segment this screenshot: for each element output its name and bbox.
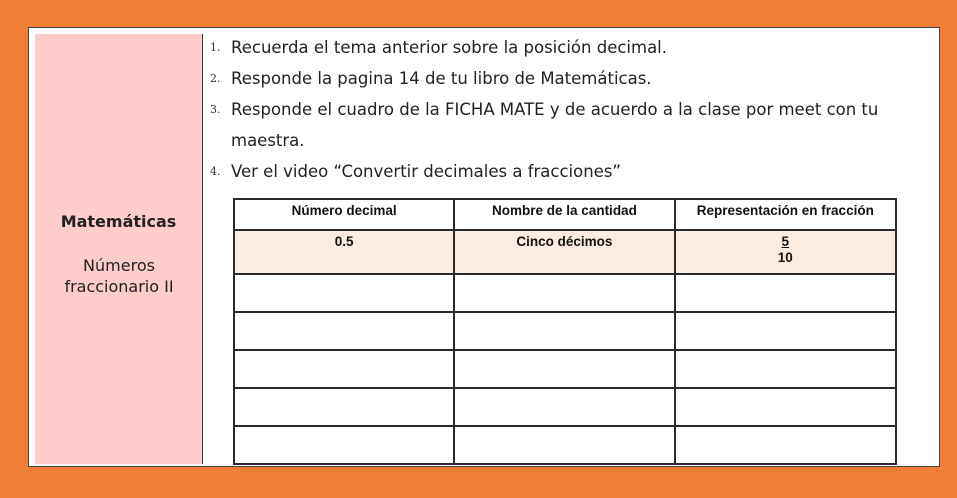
instruction-list (203, 32, 923, 187)
example-fraction (675, 230, 896, 274)
instruction-number: 4. (210, 165, 221, 178)
blank-cell[interactable] (234, 274, 454, 312)
table-row (234, 312, 896, 350)
instruction-text: Ver el video “Convertir decimales a fracciones” (231, 162, 621, 181)
blank-cell[interactable] (234, 388, 454, 426)
instruction-item (203, 63, 923, 94)
table-row (234, 388, 896, 426)
blank-cell[interactable] (454, 426, 674, 464)
activity-sheet (28, 27, 940, 467)
table-row (234, 350, 896, 388)
blank-cell[interactable] (234, 350, 454, 388)
instruction-text: Responde el cuadro de la FICHA MATE y de acuerdo a la clase por meet con tu maestra. (231, 100, 879, 150)
subject-topic: Números fraccionario II (64, 256, 174, 296)
instruction-number: 2. (210, 72, 221, 85)
header-fraction: Representación en fracción (675, 199, 896, 230)
blank-cell[interactable] (675, 312, 896, 350)
subject-title: Matemáticas (60, 212, 177, 231)
header-name: Nombre de la cantidad (454, 199, 674, 230)
instruction-item (203, 32, 923, 63)
instruction-item (203, 156, 923, 187)
blank-cell[interactable] (675, 426, 896, 464)
instruction-number: 3. (210, 103, 221, 116)
decimal-fraction-table (233, 198, 897, 465)
instruction-number: 1. (210, 41, 221, 54)
blank-cell[interactable] (675, 388, 896, 426)
example-decimal: 0.5 (234, 230, 454, 274)
fraction-denominator: 10 (777, 250, 793, 265)
instruction-item (203, 94, 923, 156)
blank-cell[interactable] (234, 312, 454, 350)
table-row (234, 426, 896, 464)
example-row (234, 230, 896, 274)
instruction-text: Responde la pagina 14 de tu libro de Matemáticas. (231, 69, 652, 88)
instruction-text: Recuerda el tema anterior sobre la posición decimal. (231, 38, 668, 57)
table-row (234, 274, 896, 312)
subject-cell (35, 34, 203, 464)
blank-cell[interactable] (454, 350, 674, 388)
example-name: Cinco décimos (454, 230, 674, 274)
table-header-row (234, 199, 896, 230)
blank-cell[interactable] (454, 388, 674, 426)
header-decimal: Número decimal (234, 199, 454, 230)
blank-cell[interactable] (454, 312, 674, 350)
blank-cell[interactable] (454, 274, 674, 312)
blank-cell[interactable] (675, 274, 896, 312)
blank-cell[interactable] (675, 350, 896, 388)
fraction-numerator: 5 (781, 234, 790, 249)
instructions-cell (203, 28, 939, 466)
fraction (778, 234, 793, 266)
blank-cell[interactable] (234, 426, 454, 464)
